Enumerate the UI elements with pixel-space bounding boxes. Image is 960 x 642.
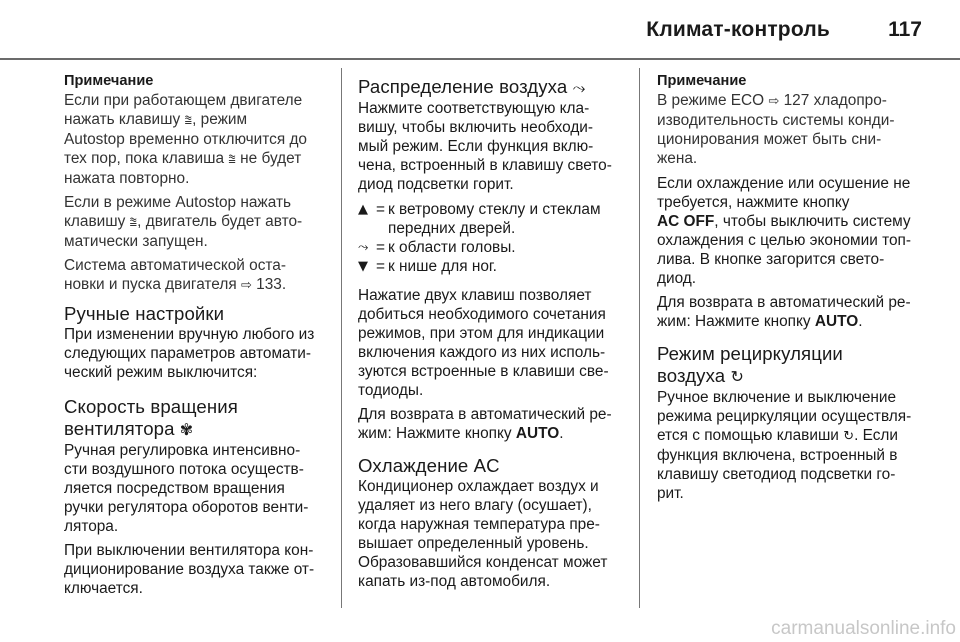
- note-block: [657, 72, 927, 168]
- note-paragraph: Система автоматической оста- новки и пуска двигателя ⇨ 133.: [64, 257, 287, 293]
- list-item: ▲ = к ветровому стеклу и стеклам передних дверей.: [358, 201, 601, 237]
- auto-button-label: AUTO: [814, 313, 859, 330]
- ac-off-button-label: AC OFF: [657, 213, 715, 230]
- note-block: [64, 72, 334, 295]
- note-title: Примечание: [657, 73, 747, 89]
- list-item: ▼ = к нише для ног.: [358, 258, 497, 275]
- watermark: carmanualsonline.info: [771, 618, 956, 639]
- note-paragraph: Если при работающем двигателе нажать клавишу ⩰, режим Autostop временно отключится до тех пор, пока клавиша ⩰ не будет нажата повторно.: [64, 92, 307, 187]
- recirculation-icon: ↻: [730, 367, 744, 386]
- column-divider-2: [639, 68, 640, 608]
- section-heading-distribution: Распределение воздуха ⤳: [358, 76, 586, 97]
- column-2: [358, 66, 628, 596]
- section-heading-manual: Ручные настройки: [64, 303, 225, 324]
- distribution-list: [358, 200, 628, 276]
- page-title: Климат-контроль: [646, 18, 830, 41]
- auto-button-label: AUTO: [515, 425, 560, 442]
- max-defrost-icon: ⩰: [228, 152, 236, 167]
- note-title: Примечание: [64, 73, 154, 89]
- windshield-arrow-icon: ▲: [358, 202, 368, 217]
- column-3: [657, 66, 927, 508]
- header-divider: [0, 58, 960, 60]
- distribution-paragraph: Для возврата в автоматический ре- жим: Нажмите кнопку AUTO.: [358, 406, 612, 442]
- note-paragraph: Если в режиме Autostop нажать клавишу ⩰, двигатель будет авто- матически запущен.: [64, 194, 303, 250]
- note-paragraph: В режиме ECO ⇨ 127 хладопро- изводительность системы конди- ционирования может быть сни- жена.: [657, 92, 895, 167]
- auto-paragraph: Для возврата в автоматический ре- жим: Нажмите кнопку AUTO.: [657, 294, 911, 330]
- distribution-paragraph: Нажмите соответствующую кла- вишу, чтобы включить необходи- мый режим. Если функция вклю- чена, встроенный в клавишу свето- диод подсветки горит.: [358, 100, 612, 193]
- list-item: ⤳ = к области головы.: [358, 239, 516, 256]
- fan-icon: ✾: [179, 420, 194, 439]
- ac-off-paragraph: Если охлаждение или осушение не требуется, нажмите кнопку AC OFF, чтобы выключить систему охлаждения с целью экономии топ- лива. В кнопке загорится свето- диод.: [657, 175, 911, 287]
- fan-paragraph: При выключении вентилятора кон- диционирование воздуха также от- ключается.: [64, 542, 315, 597]
- section-heading-fan: Скорость вращения вентилятора ✾: [64, 396, 238, 439]
- column-divider-1: [341, 68, 342, 608]
- arrow-icon: ⇨: [240, 278, 252, 293]
- column-1: [64, 66, 334, 603]
- max-defrost-icon: ⩰: [129, 215, 138, 230]
- air-head-icon: ⤳: [358, 240, 369, 255]
- ac-paragraph: Кондиционер охлаждает воздух и удаляет из него влагу (осушает), когда наружная температура пре- вышает определенный уровень. Образовавшийся конденсат может капать из-под автомобиля.: [358, 478, 608, 590]
- manual-paragraph: При изменении вручную любого из следующих параметров автомати- ческий режим выключится:: [64, 326, 315, 381]
- arrow-icon: ⇨: [768, 94, 780, 109]
- distribution-paragraph: Нажатие двух клавиш позволяет добиться необходимого сочетания режимов, при этом для индикации включения каждого из них исполь- зуются встроенные в клавиши све- тодиоды.: [358, 287, 609, 399]
- page-number: 117: [888, 18, 922, 41]
- max-defrost-icon: ⩰: [184, 113, 193, 128]
- footwell-arrow-icon: ▼: [358, 259, 368, 274]
- recirculation-icon: ↻: [843, 429, 855, 444]
- air-head-icon: ⤳: [572, 78, 586, 97]
- section-heading-ac: Охлаждение AC: [358, 455, 500, 476]
- fan-paragraph: Ручная регулировка интенсивно- сти воздушного потока осуществ- ляется посредством вращения ручки регулятора оборотов венти- лятора.: [64, 442, 309, 535]
- recirculation-paragraph: Ручное включение и выключение режима рециркуляции осуществля- ется с помощью клавиши ↻. Если функция включена, встроенный в клавишу светодиод подсветки го- рит.: [657, 389, 912, 502]
- section-heading-recirculation: Режим рециркуляции воздуха ↻: [657, 343, 843, 386]
